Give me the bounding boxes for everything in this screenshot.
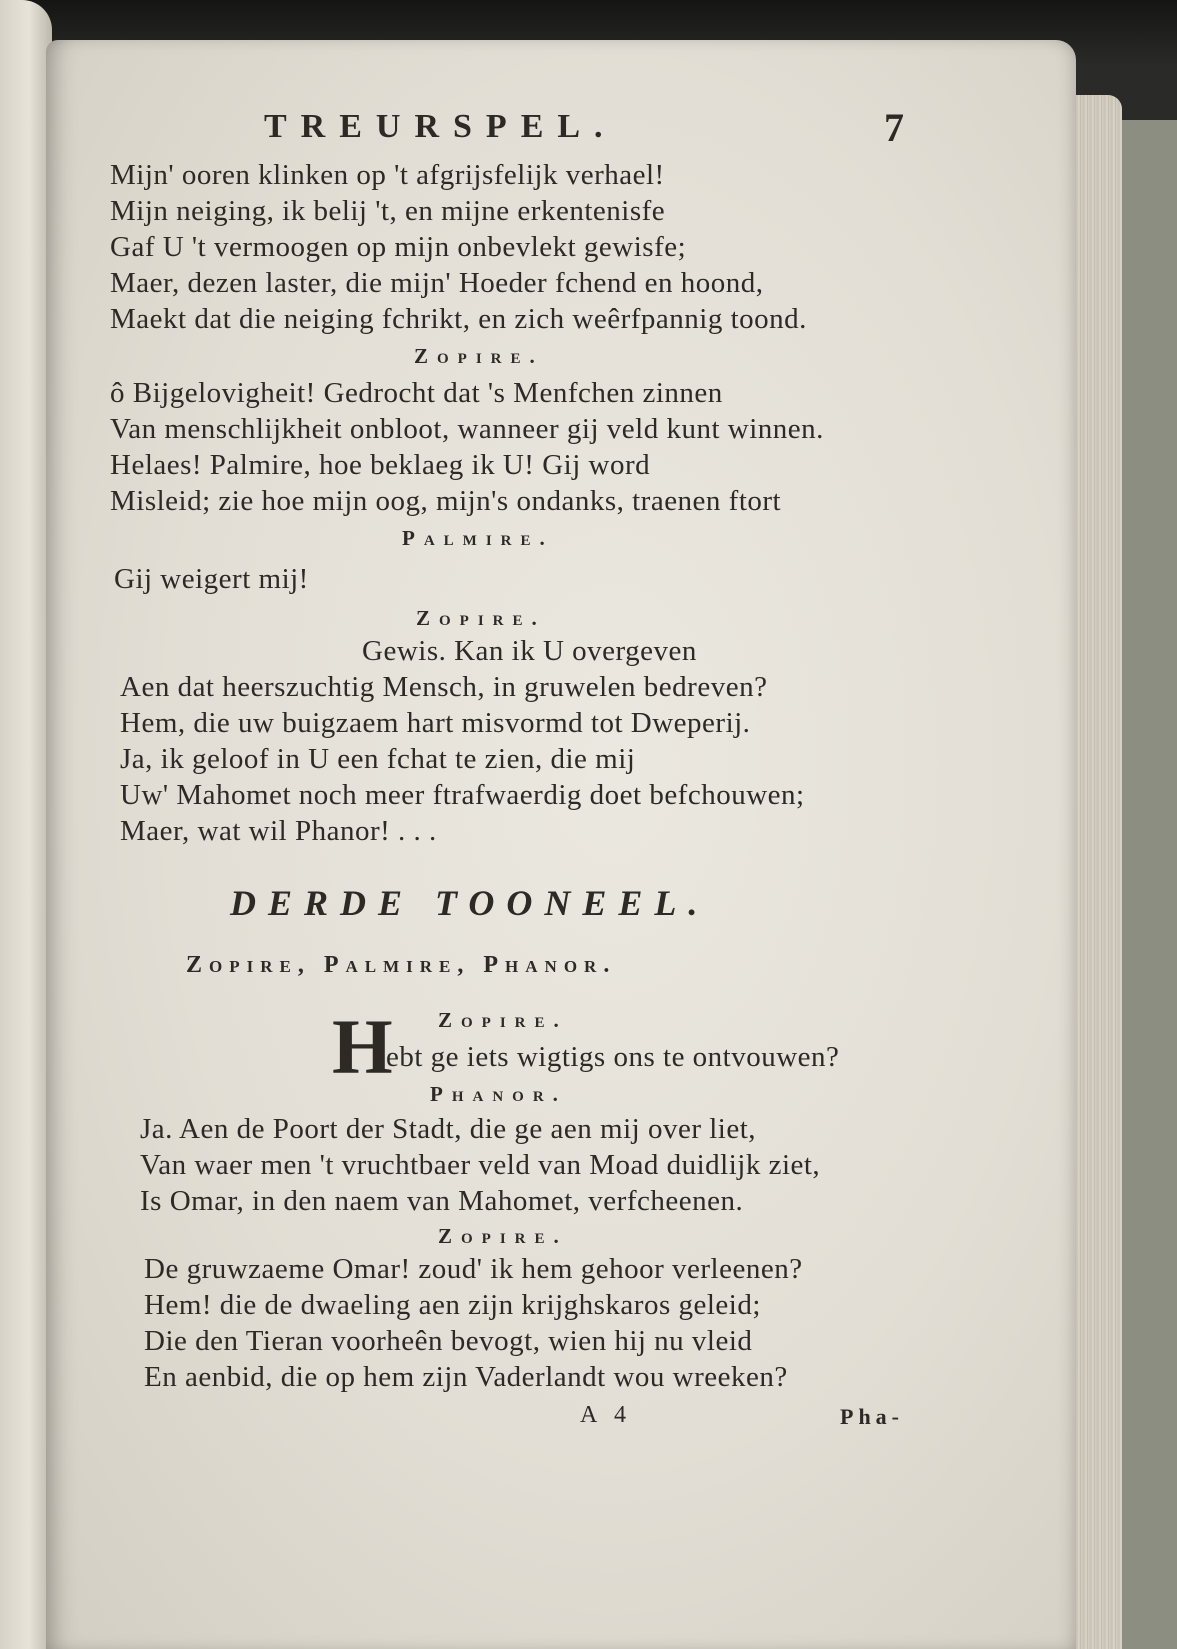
signature-mark: A 4 (580, 1402, 633, 1428)
verse-line: Die den Tieran voorheên bevogt, wien hij nu vleid (144, 1325, 753, 1357)
speaker-name: Zopire. (414, 344, 544, 368)
verse-line: De gruwzaeme Omar! zoud' ik hem gehoor verleenen? (144, 1253, 803, 1285)
page-number: 7 (884, 105, 904, 150)
verse-line: Is Omar, in den naem van Mahomet, verfcheenen. (140, 1185, 744, 1217)
verse-line: Van waer men 't vruchtbaer veld van Moad duidlijk ziet, (140, 1149, 821, 1181)
speaker-name: Palmire. (402, 526, 554, 550)
verse-line: Mijn' ooren klinken op 't afgrijsfelijk verhael! (110, 159, 665, 191)
verse-line: Helaes! Palmire, hoe beklaeg ik U! Gij word (110, 449, 651, 481)
verse-line: Gewis. Kan ik U overgeven (362, 635, 697, 667)
running-title: TREURSPEL. (264, 108, 617, 145)
speaker-name: Phanor. (430, 1082, 567, 1106)
speaker-name: Zopire. (438, 1224, 568, 1248)
catchword: Pha- (840, 1404, 904, 1429)
verse-line: Gij weigert mij! (114, 563, 309, 595)
background-board (1117, 120, 1177, 1649)
verse-line: Uw' Mahomet noch meer ftrafwaerdig doet befchouwen; (120, 779, 805, 811)
scene-cast: Zopire, Palmire, Phanor. (186, 952, 617, 978)
facing-page-edge (0, 0, 52, 1649)
verse-line: ebt ge iets wigtigs ons te ontvouwen? (386, 1041, 840, 1073)
verse-line: En aenbid, die op hem zijn Vaderlandt wou wreeken? (144, 1361, 788, 1393)
speaker-name: Zopire. (416, 606, 546, 630)
verse-line: Gaf U 't vermoogen op mijn onbevlekt gewisfe; (110, 231, 687, 263)
verse-line: Maer, wat wil Phanor! . . . (120, 815, 437, 847)
verse-line: Ja. Aen de Poort der Stadt, die ge aen mij over liet, (140, 1113, 757, 1145)
verse-line: Mijn neiging, ik belij 't, en mijne erkentenisfe (110, 195, 666, 227)
speaker-name: Zopire. (438, 1008, 568, 1032)
verse-line: Hem! die de dwaeling aen zijn krijghskaros geleid; (144, 1289, 761, 1321)
verse-line: Van menschlijkheit onbloot, wanneer gij veld kunt winnen. (110, 413, 824, 445)
verse-line: Misleid; zie hoe mijn oog, mijn's ondanks, traenen ftort (110, 485, 782, 517)
verse-line: Maekt dat die neiging fchrikt, en zich weêrfpannig toond. (110, 303, 807, 335)
book-page (46, 40, 1076, 1649)
drop-cap: H (332, 1003, 393, 1090)
verse-line: Aen dat heerszuchtig Mensch, in gruwelen bedreven? (120, 671, 768, 703)
scene-title: DERDE TOONEEL. (230, 883, 710, 923)
verse-line: Maer, dezen laster, die mijn' Hoeder fchend en hoond, (110, 267, 764, 299)
verse-line: ô Bijgelovigheit! Gedrocht dat 's Menfchen zinnen (110, 377, 723, 409)
verse-line: Hem, die uw buigzaem hart misvormd tot Dweperij. (120, 707, 751, 739)
verse-line: Ja, ik geloof in U een fchat te zien, die mij (120, 743, 636, 775)
